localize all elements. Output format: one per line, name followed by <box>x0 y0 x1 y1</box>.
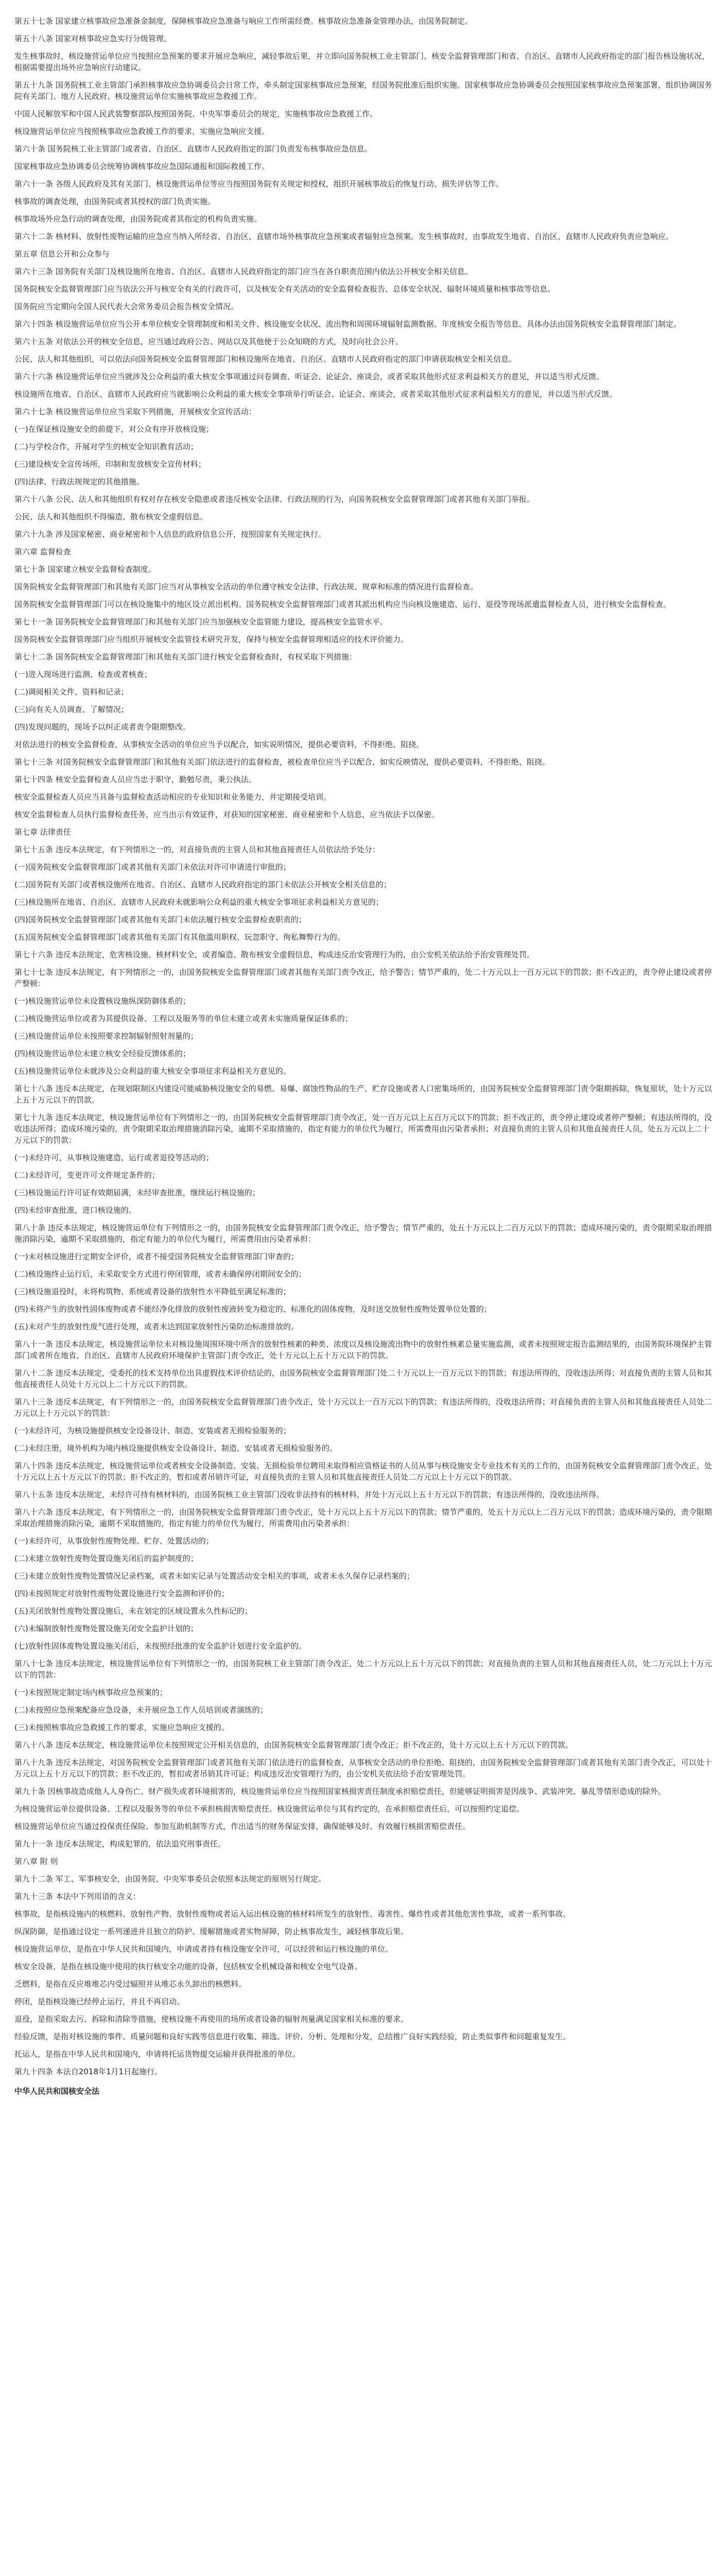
paragraph: 第七十三条 对国务院核安全监督管理部门和其他有关部门依法进行的监督检查，被检查单位应当予以配合，如实反映情况，提供必要资料，不得拒绝、阻挠。 <box>14 757 550 767</box>
paragraph: 第八十六条 违反本法规定，有下列情形之一的，由国务院核安全监督管理部门责令改正，处十万元以上五十万元以下的罚款；情节严重的，处五十万元以上二百万元以下的罚款；造成环境污染的，责令限期采取治理措施消除污染，逾期不采取措施的，指定有能力的单位代为履行，所需费用由污染者承担： <box>14 1507 712 1528</box>
paragraph: 第六十一条 各级人民政府及其有关部门、核设施营运单位等应当按照国务院有关规定和授权，组织开展核事故后的恢复行动、损失评估等工作。 <box>14 179 504 189</box>
paragraph: 第六十七条 核设施营运单位应当采取下列措施，开展核安全宣传活动： <box>14 407 256 416</box>
chapter-heading: 第七章 法律责任 <box>14 827 71 837</box>
chapter-heading: 第八章 附 则 <box>14 1857 58 1866</box>
paragraph: 第七十一条 国务院核安全监督管理部门和其他有关部门应当加强核安全监管能力建设，提高核安全监管水平。 <box>14 617 388 626</box>
paragraph: (四)未将产生的放射性固体废物或者不能经净化排放的放射性废液转变为稳定的、标准化的固体废物，及时送交放射性废物处置单位处置的； <box>14 1304 492 1314</box>
paragraph: 核事故场外应急行动的调查处理，由国务院或者其指定的机构负责实施。 <box>14 214 262 224</box>
paragraph: (四)未按照规定对放射性废物处置设施进行安全监测和评价的； <box>14 1589 229 1598</box>
document-body <box>14 12 713 2097</box>
paragraph: (一)未对核设施进行定期安全评价，或者不接受国务院核安全监督管理部门审查的； <box>14 1252 299 1261</box>
paragraph: (二)核设施营运单位或者为其提供设备、工程以及服务等的单位未建立或者未实施质量保证体系的； <box>14 1014 353 1023</box>
paragraph: 第八十八条 违反本法规定，核设施营运单位未按照规定公开相关信息的，由国务院核安全监督管理部门责令改正；拒不改正的，处十万元以上五十万元以下的罚款。 <box>14 1740 573 1750</box>
paragraph: 第七十条 国家建立核安全监督检查制度。 <box>14 565 156 574</box>
paragraph: 对依法进行的核安全监督检查，从事核安全活动的单位应当予以配合，如实说明情况，提供必要资料，不得拒绝、阻挠。 <box>14 740 424 749</box>
paragraph: 中国人民解放军和中国人民武装警察部队按照国务院、中央军事委员会的规定，实施核事故应急救援工作。 <box>14 109 378 118</box>
paragraph: (四)核设施营运单位未建立核安全经验反馈体系的； <box>14 1049 191 1058</box>
paragraph: (二)核设施终止运行后，未采取安全方式进行停闭管理，或者未确保停闭期间安全的； <box>14 1269 306 1279</box>
paragraph: (二)未经注册，境外机构为境内核设施提供核安全设备设计、制造、安装或者无损检验服务的。 <box>14 1444 337 1453</box>
paragraph: 第六十五条 对依法公开的核安全信息，应当通过政府公告、网站以及其他便于公众知晓的方式，及时向社会公开。 <box>14 337 403 346</box>
paragraph: 第七十二条 国务院核安全监督管理部门和其他有关部门进行核安全监督检查时，有权采取下列措施： <box>14 652 357 662</box>
paragraph: 退役，是指采取去污、拆除和清除等措施，使核设施不再使用的场所或者设备的辐射剂量满足国家相关标准的要求。 <box>14 2014 409 2024</box>
paragraph: 第六十六条 核设施营运单位应当就涉及公众利益的重大核安全事项通过问卷调查、听证会、论证会、座谈会，或者采取其他形式征求利益相关方的意见，并以适当形式反馈。 <box>14 372 604 381</box>
paragraph: 第七十九条 违反本法规定，核设施营运单位有下列情形之一的，由国务院核安全监督管理部门责令改正，处一百万元以上五百万元以下的罚款；拒不改正的，责令停止建设或者停产整顿；有违法所得的，没收违法所得；造成环境污染的，责令限期采取治理措施消除污染，逾期不采取措施的，指定有能力的单位代为履行，所需费用由污染者承担；对直接负责的主管人员和其他直接责任人员，处五万元以上二十万元以下的罚款： <box>14 1113 712 1145</box>
paragraph: 第五十八条 国家对核事故应急实行分级管理。 <box>14 34 171 43</box>
paragraph: 托运人，是指在中华人民共和国境内，申请将托运货物提交运输并获得批准的单位。 <box>14 2049 301 2059</box>
paragraph: 第八十一条 违反本法规定，核设施营运单位未对核设施周围环境中所含的放射性核素的种类、浓度以及核设施流出物中的放射性核素总量实施监测，或者未按照规定报告监测结果的，由国务院环境保护主管部门或者所在地省、自治区、直辖市人民政府环境保护主管部门责令改正，处十万元以上五十万元以下的罚款。 <box>14 1340 712 1360</box>
paragraph: (四)法律、行政法规规定的其他措施。 <box>14 477 144 486</box>
paragraph: (二)未经许可，变更许可文件规定条件的； <box>14 1171 160 1180</box>
paragraph: 纵深防御，是指通过设定一系列递进并且独立的防护、缓解措施或者实物屏障，防止核事故发生，减轻核事故后果。 <box>14 1927 409 1936</box>
paragraph: (二)未建立放射性废物处置设施关闭后的监护制度的； <box>14 1554 198 1563</box>
paragraph: 第九十四条 本法自2018年1月1日起施行。 <box>14 2067 163 2076</box>
paragraph: 公民、法人和其他组织，可以依法向国务院核安全监督管理部门和核设施所在地省、自治区、直辖市人民政府指定的部门申请获取核安全相关信息。 <box>14 354 517 364</box>
paragraph: (一)国务院核安全监督管理部门或者其他有关部门未依法对许可申请进行审批的； <box>14 862 291 872</box>
paragraph: 第六十九条 涉及国家秘密、商业秘密和个人信息的政府信息公开，按照国家有关规定执行。 <box>14 530 326 539</box>
paragraph: (三)未按照核事故应急救援工作的要求，实施应急响应支援的。 <box>14 1723 229 1732</box>
paragraph: (一)未经许可，从事放射性废物处理、贮存、处置活动的； <box>14 1536 214 1546</box>
paragraph: 核设施营运单位应当通过投保责任保险、参加互助机制等方式，作出适当的财务保证安排，确保能够及时、有效履行核损害赔偿责任。 <box>14 1822 471 1831</box>
chapter-heading: 第六章 监督检查 <box>14 547 71 556</box>
paragraph: 乏燃料，是指在反应堆堆芯内受过辐照并从堆芯永久卸出的核燃料。 <box>14 1979 247 1989</box>
paragraph: (四)国务院核安全监督管理部门或者其他有关部门未依法履行核安全监督检查职责的； <box>14 915 306 924</box>
paragraph: 停闭，是指核设施已经停止运行，并且不再启动。 <box>14 1997 185 2006</box>
paragraph: 第七十五条 违反本法规定，有下列情形之一的，对直接负责的主管人员和其他直接责任人员依法给予处分： <box>14 845 380 854</box>
paragraph: 为核设施营运单位提供设备、工程以及服务等的单位不承担核损害赔偿责任。核设施营运单位与其有约定的，在承担赔偿责任后，可以按照约定追偿。 <box>14 1804 525 1814</box>
paragraph: 第九十条 因核事故造成他人人身伤亡、财产损失或者环境损害的，核设施营运单位应当按照国家核损害责任制度承担赔偿责任，但能够证明损害是因战争、武装冲突、暴乱等情形造成的除外。 <box>14 1787 666 1796</box>
chapter-heading: 第五章 信息公开和公众参与 <box>14 249 110 259</box>
paragraph: 核事故，是指核设施内的核燃料、放射性产物、放射性废物或者运入运出核设施的核材料所发生的放射性、毒害性、爆炸性或者其他危害性事故，或者一系列事故。 <box>14 1909 571 1919</box>
paragraph: (二)调阅相关文件、资料和记录； <box>14 687 129 697</box>
paragraph: (三)核设施所在地省、自治区、直辖市人民政府未就影响公众利益的重大核安全事项征求利益相关方意见的； <box>14 897 384 907</box>
paragraph: 国务院核安全监督管理部门应当组织开展核安全监管技术研究开发，保持与核安全监督管理相适应的技术评价能力。 <box>14 635 409 644</box>
paragraph: 第六十四条 核设施营运单位应当公开本单位核安全管理制度和相关文件、核设施安全状况、流出物和周围环境辐射监测数据、年度核安全报告等信息。具体办法由国务院核安全监督管理部门制定。 <box>14 319 681 329</box>
paragraph: 国务院核安全监督管理部门和其他有关部门应当对从事核安全活动的单位遵守核安全法律、行政法规、规章和标准的情况进行监督检查。 <box>14 582 478 591</box>
paragraph: 第六十三条 国务院有关部门及核设施所在地省、自治区、直辖市人民政府指定的部门应当在各自职责范围内依法公开核安全相关信息。 <box>14 267 473 276</box>
paragraph: (一)核设施营运单位未设置核设施纵深防御体系的； <box>14 996 191 1006</box>
paragraph: (六)未编制放射性废物处置设施关闭安全监护计划的； <box>14 1624 198 1633</box>
law-title-footer: 中华人民共和国核安全法 <box>14 2087 100 2096</box>
paragraph: 公民、法人和其他组织不得编造、散布核安全虚假信息。 <box>14 512 208 521</box>
paragraph: 第九十一条 违反本法规定，构成犯罪的，依法追究刑事责任。 <box>14 1839 226 1849</box>
paragraph: 第五十七条 国家建立核事故应急准备金制度，保障核事故应急准备与响应工作所需经费。核事故应急准备金管理办法，由国务院制定。 <box>14 16 473 26</box>
paragraph: 核安全监督检查人员应当具备与监督检查活动相应的专业知识和业务能力，并定期接受培训。 <box>14 792 332 802</box>
paragraph: (三)建设核安全宣传场所，印制和发放核安全宣传材料； <box>14 460 206 469</box>
paragraph: (四)未经审查批准，进口核设施的。 <box>14 1206 136 1215</box>
paragraph: (三)核设施退役时，未将构筑物、系统或者设备的放射性水平降低至满足标准的； <box>14 1287 291 1296</box>
paragraph: 第八十五条 违反本法规定，未经许可持有核材料的，由国务院核工业主管部门没收非法持有的核材料，并处十万元以上五十万元以下的罚款；有违法所得的，没收违法所得。 <box>14 1490 604 1499</box>
paragraph: (三)核设施营运单位未按照要求控制辐射照射剂量的； <box>14 1031 198 1041</box>
paragraph: (五)未对产生的放射性废气进行处理，或者未达到国家放射性污染防治标准排放的。 <box>14 1322 299 1331</box>
paragraph: 国务院核安全监督管理部门可以在核设施集中的地区设立派出机构。国务院核安全监督管理部门或者其派出机构应当向核设施建造、运行、退役等现场派遣监督检查人员，进行核安全监督检查。 <box>14 600 671 609</box>
paragraph: (三)向有关人员调查、了解情况； <box>14 705 129 714</box>
paragraph: 第六十条 国务院核工业主管部门或者省、自治区、直辖市人民政府指定的部门负责发布核事故应急信息。 <box>14 144 372 154</box>
paragraph: 第八十四条 违反本法规定，核设施营运单位或者核安全设备制造、安装、无损检验单位聘用未取得相应资格证书的人员从事与核设施安全专业技术有关的工作的，由国务院核安全监督管理部门责令改正，处十万元以上五十万元以下的罚款；拒不改正的，暂扣或者吊销许可证，对直接负责的主管人员和其他直接责任人员处二万元以上十万元以下的罚款。 <box>14 1461 712 1482</box>
paragraph: (七)放射性固体废物处置设施关闭后，未按照经批准的安全监护计划进行安全监护的。 <box>14 1641 306 1651</box>
paragraph: (五)国务院核安全监督管理部门或者其他有关部门有其他滥用职权、玩忽职守、徇私舞弊行为的。 <box>14 933 345 942</box>
paragraph: (一)未经许可，为核设施提供核安全设备设计、制造、安装或者无损检验服务的； <box>14 1426 291 1435</box>
paragraph: 第八十九条 违反本法规定，对国务院核安全监督管理部门或者其他有关部门依法进行的监督检查，从事核安全活动的单位拒绝、阻挠的，由国务院核安全监督管理部门或者其他有关部门责令改正，可以处十万元以上五十万元以下的罚款；拒不改正的，暂扣或者吊销其许可证；构成违反治安管理行为的，由公安机关依法给予治安管理处罚。 <box>14 1758 712 1778</box>
paragraph: 第九十二条 军工、军事核安全，由国务院、中央军事委员会依照本法规定的原则另行规定。 <box>14 1874 326 1884</box>
paragraph: (二)未按照应急预案配备应急设备，未开展应急工作人员培训或者演练的； <box>14 1705 268 1715</box>
paragraph: (二)与学校合作，开展对学生的核安全知识教育活动； <box>14 442 198 451</box>
paragraph: 第八十七条 违反本法规定，核设施营运单位有下列情形之一的，由国务院核工业主管部门责令改正，处二十万元以上五十万元以下的罚款；对直接负责的主管人员和其他直接责任人员，处二万元以上十万元以下的罚款： <box>14 1659 712 1680</box>
paragraph: 第七十四条 核安全监督检查人员应当忠于职守，勤勉尽责，秉公执法。 <box>14 775 256 784</box>
paragraph: 第七十六条 违反本法规定，危害核设施、核材料安全，或者编造、散布核安全虚假信息，构成违反治安管理行为的，由公安机关依法给予治安管理处罚。 <box>14 950 534 959</box>
paragraph: (三)核设施运行许可证有效期届满，未经审查批准，继续运行核设施的； <box>14 1188 260 1197</box>
paragraph: 核设施所在地省、自治区、直辖市人民政府应当就影响公众利益的重大核安全事项举行听证会、论证会、座谈会，或者采取其他形式征求利益相关方的意见，并以适当形式反馈。 <box>14 389 617 399</box>
paragraph: (五)关闭放射性废物处置设施后，未在划定的区域设置永久性标记的； <box>14 1606 252 1616</box>
paragraph: 第六十二条 核材料、放射性废物运输的应急应当纳入所经省、自治区、直辖市场外核事故应急预案或者辐射应急预案。发生核事故时，由事故发生地省、自治区、直辖市人民政府负责应急响应。 <box>14 232 673 241</box>
paragraph: 经验反馈，是指对核设施的事件、质量问题和良好实践等信息进行收集、筛选、评价、分析、处理和分发，总结推广良好实践经验，防止类似事件和问题重复发生。 <box>14 2032 571 2041</box>
paragraph: 发生核事故时，核设施营运单位应当按照应急预案的要求开展应急响应，减轻事故后果，并立即向国务院核工业主管部门、核安全监督管理部门和省、自治区、直辖市人民政府指定的部门报告核设施状况，根据需要提出场外应急响应行动建议。 <box>14 52 710 72</box>
paragraph: 核设施营运单位，是指在中华人民共和国境内，申请或者持有核设施安全许可，可以经营和运行核设施的单位。 <box>14 1944 393 1954</box>
paragraph: 核设施营运单位应当按照核事故应急救援工作的要求，实施应急响应支援。 <box>14 127 270 136</box>
paragraph: 第六十八条 公民、法人和其他组织有权对存在核安全隐患或者违反核安全法律、行政法规的行为，向国务院核安全监督管理部门或者其他有关部门举报。 <box>14 495 534 504</box>
paragraph: 国务院核安全监督管理部门应当依法公开与核安全有关的行政许可，以及核安全有关活动的安全监督检查报告、总体安全状况、辐射环境质量和核事故等信息。 <box>14 284 556 294</box>
paragraph: 核事故的调查处理，由国务院或者其授权的部门负责实施。 <box>14 197 216 206</box>
paragraph: 国家核事故应急协调委员会统筹协调核事故应急国际通报和国际救援工作。 <box>14 162 270 171</box>
paragraph: 核安全监督检查人员执行监督检查任务，应当出示有效证件，对获知的国家秘密、商业秘密和个人信息，应当依法予以保密。 <box>14 810 440 819</box>
paragraph: (四)发现问题的，现场予以纠正或者责令限期整改。 <box>14 722 191 732</box>
paragraph: 第九十三条 本法中下列用语的含义： <box>14 1892 141 1901</box>
paragraph: (五)核设施营运单位未就涉及公众利益的重大核安全事项征求利益相关方意见的。 <box>14 1066 291 1076</box>
paragraph: 第七十七条 违反本法规定，有下列情形之一的，由国务院核安全监督管理部门或者其他有关部门责令改正，给予警告；情节严重的，处二十万元以上一百万元以下的罚款；拒不改正的，责令停止建设或者停产整顿： <box>14 968 712 988</box>
paragraph: 核安全设备，是指在核设施中使用的执行核安全功能的设备，包括核安全机械设备和核安全电气设备。 <box>14 1962 362 1971</box>
paragraph: 第八十条 违反本法规定，核设施营运单位有下列情形之一的，由国务院核安全监督管理部门责令改正，给予警告；情节严重的，处五十万元以上二百万元以下的罚款；造成环境污染的，责令限期采取治理措施消除污染，逾期不采取措施的，指定有能力的单位代为履行，所需费用由污染者承担： <box>14 1223 712 1244</box>
paragraph: (一)进入现场进行监测、检查或者核查； <box>14 670 152 679</box>
paragraph: 第五十九条 国务院核工业主管部门承担核事故应急协调委员会日常工作，牵头制定国家核事故应急预案，经国务院批准后组织实施。国家核事故应急协调委员会按照国家核事故应急预案部署，组织协调国务院有关部门、地方人民政府、核设施营运单位实施核事故应急救援工作。 <box>14 80 712 101</box>
paragraph: (一)未按照规定制定场内核事故应急预案的； <box>14 1688 167 1697</box>
paragraph: 国务院应当定期向全国人民代表大会常务委员会报告核安全情况。 <box>14 302 239 311</box>
paragraph: (一)未经许可，从事核设施建造、运行或者退役等活动的； <box>14 1153 214 1162</box>
paragraph: (一)在保证核设施安全的前提下，对公众有序开放核设施； <box>14 425 214 434</box>
paragraph: 第八十二条 违反本法规定，受委托的技术支持单位出具虚假技术评价结论的，由国务院核安全监督管理部门处二十万元以上一百万元以下的罚款；有违法所得的，没收违法所得；对直接负责的主管人员和其他直接责任人员处十万元以上二十万元以下的罚款。 <box>14 1368 712 1389</box>
paragraph: 第八十三条 违反本法规定，有下列情形之一的，由国务院核安全监督管理部门责令改正，处十万元以上一百万元以下的罚款；有违法所得的，没收违法所得；对直接负责的主管人员和其他直接责任人员处二万元以上十万元以下的罚款： <box>14 1397 712 1418</box>
paragraph: (二)国务院有关部门或者核设施所在地省、自治区、直辖市人民政府指定的部门未依法公开核安全相关信息的； <box>14 880 391 889</box>
paragraph: 第七十八条 违反本法规定，在规划限制区内建设可能威胁核设施安全的易燃、易爆、腐蚀性物品的生产、贮存设施或者人口密集场所的，由国务院核安全监督管理部门责令限期拆除，恢复原状，处十万元以上五十万元以下的罚款。 <box>14 1084 712 1105</box>
paragraph: (三)未建立放射性废物处置情况记录档案，或者未如实记录与处置活动安全相关的事项，或者未永久保存记录档案的； <box>14 1571 414 1581</box>
